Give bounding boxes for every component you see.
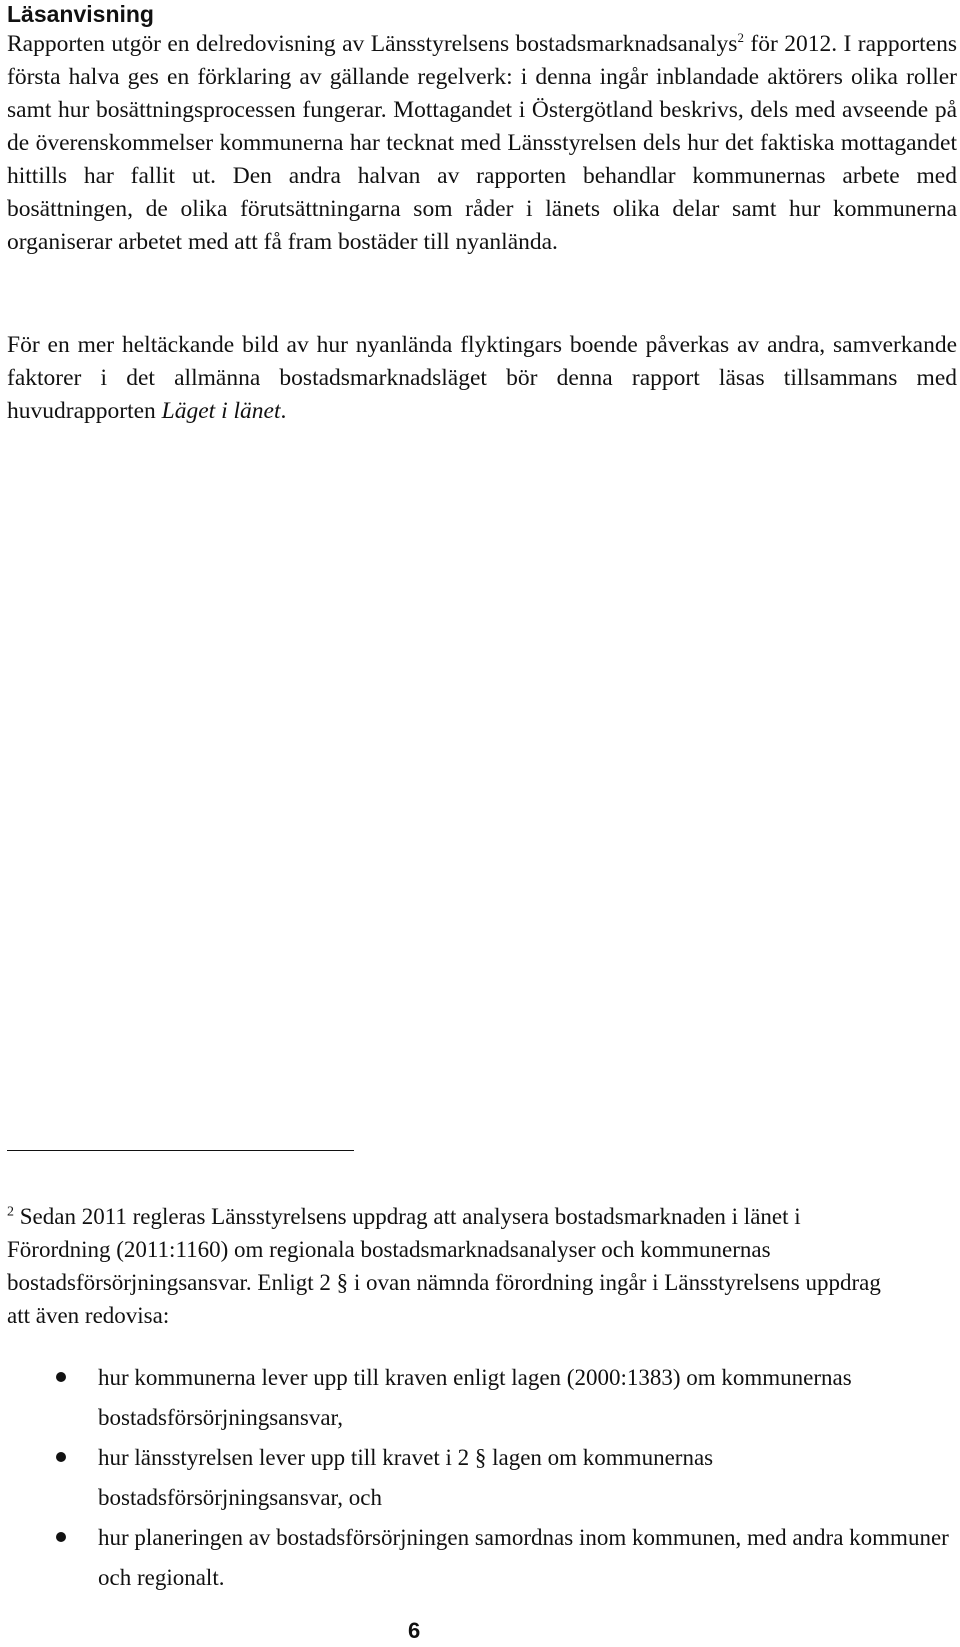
list-item-text: hur planeringen av bostadsförsörjningen samordnas inom kommunen, med andra kommuner och regionalt. [98, 1525, 949, 1590]
page-number: 6 [408, 1618, 421, 1643]
footnote-divider [7, 1150, 354, 1151]
list-item [0, 1438, 958, 1518]
bullet-icon [56, 1532, 66, 1542]
footnote-marker: 2 [7, 1204, 14, 1220]
section-heading: Läsanvisning [7, 1, 154, 27]
bullet-icon [56, 1372, 66, 1382]
report-title-reference: Läget i länet [161, 398, 281, 424]
footnote-text: Sedan 2011 regleras Länsstyrelsens uppdrag att analysera bostadsmarknaden i länet i Förordning (2011:1160) om regionala bostadsmarknadsanalyser och kommunernas bostadsförsörjningsansvar. Enligt 2 § i ovan nämnda förordning ingår i Länsstyrelsens uppdrag att även redovisa: [7, 1204, 881, 1328]
footnote [7, 1200, 887, 1332]
second-paragraph-text: För en mer heltäckande bild av hur nyanlända flyktingars boende påverkas av andra, samverkande faktorer i det allmänna bostadsmarknadsläget bör denna rapport läsas tillsammans med huvudrapporten [7, 332, 957, 424]
list-item [0, 1518, 958, 1598]
intro-text: Rapporten utgör en delredovisning av Länsstyrelsens bostadsmarknadsanalys [7, 31, 738, 57]
list-item-text: hur kommunerna lever upp till kraven enligt lagen (2000:1383) om kommunernas bostadsförsörjningsansvar, [98, 1365, 852, 1430]
second-paragraph [7, 329, 957, 428]
footnote-reference[interactable]: 2 [737, 30, 744, 46]
list-item [0, 1358, 958, 1438]
bullet-icon [56, 1452, 66, 1462]
footnote-bullet-list [0, 1358, 960, 1598]
second-paragraph-end: . [280, 398, 287, 424]
list-item-text: hur länsstyrelsen lever upp till kravet i 2 § lagen om kommunernas bostadsförsörjningsansvar, och [98, 1445, 714, 1510]
intro-paragraph [7, 28, 957, 259]
intro-text-continued: för 2012. I rapportens första halva ges en förklaring av gällande regelverk: i denna ingår inblandade aktörers olika roller samt hur bosättningsprocessen fungerar. Mottagandet i Östergötland beskrivs, dels med avseende på de överenskommelser kommunerna har tecknat med Länsstyrelsen dels hur det faktiska mottagandet hittills har fallit ut. Den andra halvan av rapporten behandlar kommunernas arbete med bosättningen, de olika förutsättningarna som råder i länets olika delar samt hur kommunerna organiserar arbetet med att få fram bostäder till nyanlända. [7, 31, 957, 255]
